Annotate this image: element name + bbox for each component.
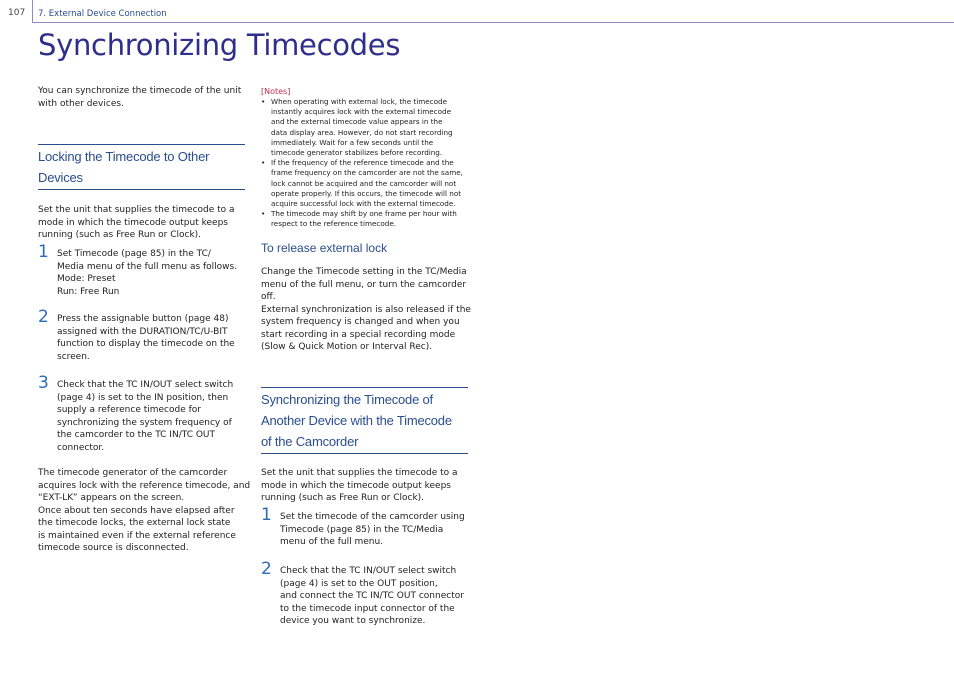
step-number: 1 (38, 242, 49, 262)
page-number: 107 (8, 8, 26, 18)
bullet-icon: • (261, 158, 266, 168)
section-heading-locking (38, 144, 245, 190)
step-text: Set the timecode of the camcorder using Timecode (page 85) in the TC/Media menu of the full menu. (280, 512, 465, 547)
notes-title: [Notes] (261, 87, 291, 96)
locking-result-text: The timecode generator of the camcorder acquires lock with the reference timecode, and “EXT-LK” appears on the screen. Once about ten seconds have elapsed after the timecode locks, the external lock state is maintained even if the external reference timecode source is disconnected. (38, 468, 251, 553)
release-text: Change the Timecode setting in the TC/Media menu of the full menu, or turn the camcorder off. External synchronization is also released if the system frequency is changed and when you start recording in a special recording mode (Slow & Quick Motion or Interval Rec). (261, 267, 471, 352)
note-text: If the frequency of the reference timecode and the frame frequency on the camcorder are not the same, lock cannot be acquired and the camcorder will not operate properly. If this occurs, the timecode will not acquire successful lock with the external timecode. (271, 158, 463, 209)
header-divider-vertical (32, 0, 33, 22)
step-text: Check that the TC IN/OUT select switch (page 4) is set to the OUT position, and connect the TC IN/TC OUT connector to the timecode input connector of the device you want to synchronize. (280, 566, 464, 626)
release-heading: To release external lock (261, 241, 388, 255)
page-title: Synchronizing Timecodes (38, 28, 401, 62)
section-heading-locking-text: Locking the Timecode to Other Devices (38, 149, 210, 185)
step-number: 2 (38, 307, 49, 327)
page-header (0, 0, 954, 24)
note-item (261, 158, 471, 209)
section-heading-sync-other (261, 387, 468, 454)
bullet-icon: • (261, 97, 266, 106)
section-heading-sync-other-text: Synchronizing the Timecode of Another Device with the Timecode of the Camcorder (261, 392, 452, 449)
step-number: 2 (261, 559, 272, 579)
note-item (261, 97, 471, 158)
step-text: Press the assignable button (page 48) assigned with the DURATION/TC/U-BIT function to display the timecode on the screen. (57, 314, 235, 362)
intro-text: You can synchronize the timecode of the unit with other devices. (38, 86, 242, 109)
step-text: Check that the TC IN/OUT select switch (page 4) is set to the IN position, then supply a reference timecode for synchronizing the system frequency of the camcorder to the TC IN/TC OUT connector. (57, 380, 234, 453)
bullet-icon: • (261, 209, 266, 219)
step-number: 1 (261, 505, 272, 525)
notes-list (261, 97, 471, 230)
step-number: 3 (38, 373, 49, 393)
step-text: Set Timecode (page 85) in the TC/ Media menu of the full menu as follows. Mode: Preset Run: Free Run (57, 249, 238, 297)
chapter-title: 7. External Device Connection (38, 9, 167, 19)
header-divider-horizontal (32, 22, 954, 23)
note-text: When operating with external lock, the timecode instantly acquires lock with the external timecode and the external timecode value appears in the data display area. However, do not start recording immediately. Wait for a few seconds until the timecode generator stabilizes before recording. (271, 97, 453, 158)
section-locking-text: Set the unit that supplies the timecode to a mode in which the timecode output keeps running (such as Free Run or Clock). (38, 205, 235, 240)
note-text: The timecode may shift by one frame per hour with respect to the reference timecode. (271, 209, 457, 229)
note-item (261, 209, 471, 229)
section-sync-other-text: Set the unit that supplies the timecode to a mode in which the timecode output keeps running (such as Free Run or Clock). (261, 468, 458, 503)
